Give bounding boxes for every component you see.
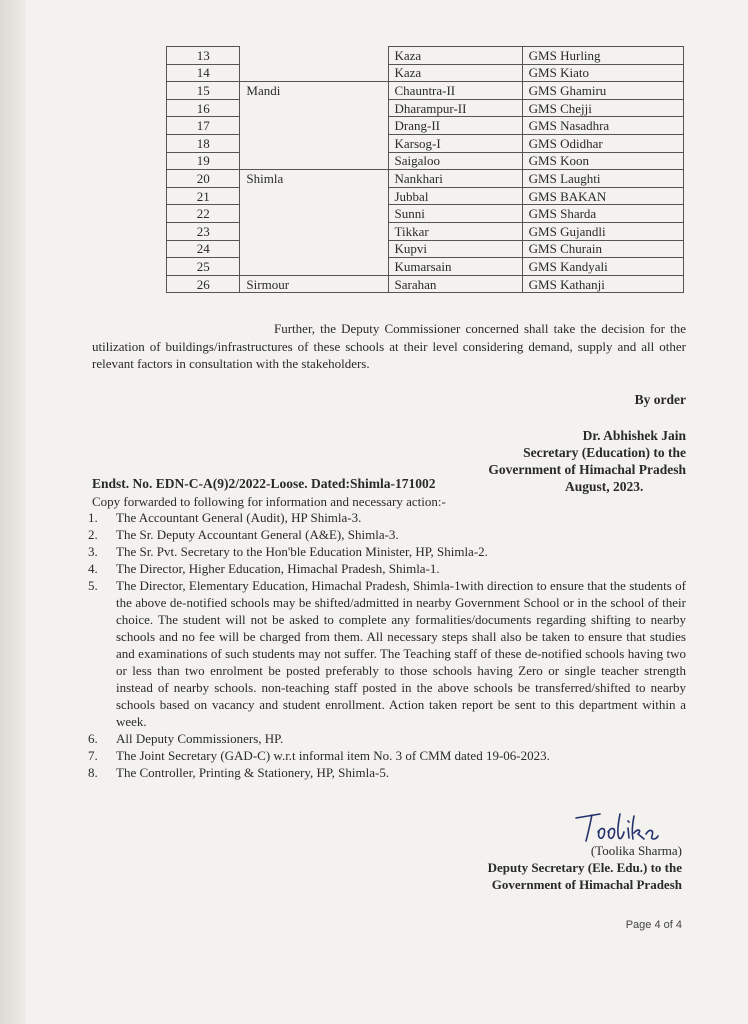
school-cell: GMS Chejji — [522, 99, 683, 117]
recipient-item — [88, 764, 686, 781]
district-cell — [240, 134, 388, 152]
table-row — [167, 134, 684, 152]
table-row — [167, 258, 684, 276]
serial-number-cell: 17 — [167, 117, 240, 135]
block-cell: Kaza — [388, 64, 522, 82]
school-cell: GMS Churain — [522, 240, 683, 258]
recipient-number: 3. — [88, 544, 98, 559]
recipient-text: The Director, Elementary Education, Himachal Pradesh, Shimla-1with direction to ensure that the students of the above de-notified schools may be shifted/admitted in nearby Government School or in the school of their choice. The student will not be asked to complete any formalities/documents regarding shifting to nearby schools and no fee will be charged from them. All necessary steps shall also be taken to ensure that studies and examinations of such students may not suffer. The Teaching staff of these de-notified schools having two or less than two enrolment be posted preferably to those schools having Zero or single teacher strength instead of nearby schools. non-teaching staff posted in the above schools be transferred/shifted to nearby schools based on vacancy and student enrollment. Action taken report be sent to this department within a week. — [116, 578, 686, 729]
serial-number-cell: 20 — [167, 170, 240, 188]
block-cell: Saigaloo — [388, 152, 522, 170]
recipient-item — [88, 730, 686, 747]
district-cell — [240, 64, 388, 82]
second-signatory-government: Government of Himachal Pradesh — [491, 877, 682, 892]
handwritten-signature — [572, 808, 662, 844]
recipient-number: 5. — [88, 578, 98, 593]
school-cell: GMS Kathanji — [522, 275, 683, 293]
table-row — [167, 82, 684, 100]
recipient-number: 8. — [88, 765, 98, 780]
further-paragraph — [92, 320, 686, 373]
district-cell — [240, 240, 388, 258]
school-cell: GMS BAKAN — [522, 187, 683, 205]
table-row — [167, 64, 684, 82]
endorsement-date: August, 2023. — [565, 479, 644, 494]
recipient-item — [88, 747, 686, 764]
school-cell: GMS Hurling — [522, 47, 683, 65]
serial-number-cell: 18 — [167, 134, 240, 152]
serial-number-cell: 14 — [167, 64, 240, 82]
district-cell — [240, 258, 388, 276]
recipient-text: The Director, Higher Education, Himachal Pradesh, Shimla-1. — [116, 561, 440, 576]
block-cell: Sunni — [388, 205, 522, 223]
district-cell — [240, 205, 388, 223]
district-cell — [240, 152, 388, 170]
table-row — [167, 187, 684, 205]
recipient-number: 2. — [88, 527, 98, 542]
recipient-text: The Sr. Pvt. Secretary to the Hon'ble Education Minister, HP, Shimla-2. — [116, 544, 488, 559]
second-signatory-designation: Deputy Secretary (Ele. Edu.) to the — [487, 860, 682, 875]
serial-number-cell: 16 — [167, 99, 240, 117]
recipient-item — [88, 560, 686, 577]
serial-number-cell: 22 — [167, 205, 240, 223]
school-cell: GMS Nasadhra — [522, 117, 683, 135]
school-cell: GMS Laughti — [522, 170, 683, 188]
table-row — [167, 117, 684, 135]
recipient-text: The Controller, Printing & Stationery, HP, Shimla-5. — [116, 765, 390, 780]
serial-number-cell: 15 — [167, 82, 240, 100]
table-row — [167, 205, 684, 223]
recipient-text: The Accountant General (Audit), HP Shimla-3. — [116, 510, 362, 525]
block-cell: Karsog-I — [388, 134, 522, 152]
school-cell: GMS Odidhar — [522, 134, 683, 152]
recipients-list — [88, 509, 686, 781]
serial-number-cell: 24 — [167, 240, 240, 258]
recipient-item — [88, 509, 686, 526]
page-number: Page 4 of 4 — [625, 919, 682, 931]
block-cell: Kaza — [388, 47, 522, 65]
recipient-number: 7. — [88, 748, 98, 763]
recipient-number: 4. — [88, 561, 98, 576]
block-cell: Nankhari — [388, 170, 522, 188]
table-row — [167, 47, 684, 65]
district-cell: Shimla — [240, 170, 388, 188]
serial-number-cell: 26 — [167, 275, 240, 293]
block-cell: Kupvi — [388, 240, 522, 258]
recipient-number: 1. — [88, 510, 98, 525]
signatory-name: Dr. Abhishek Jain — [582, 428, 686, 443]
block-cell: Kumarsain — [388, 258, 522, 276]
school-cell: GMS Gujandli — [522, 222, 683, 240]
school-cell: GMS Kandyali — [522, 258, 683, 276]
block-cell: Dharampur-II — [388, 99, 522, 117]
endorsement-number: Endst. No. EDN-C-A(9)2/2022-Loose. Dated:Shimla-171002 — [92, 476, 436, 491]
serial-number-cell: 25 — [167, 258, 240, 276]
signatory-designation: Secretary (Education) to the — [523, 445, 686, 460]
block-cell: Sarahan — [388, 275, 522, 293]
block-cell: Chauntra-II — [388, 82, 522, 100]
recipient-item — [88, 526, 686, 543]
table-row — [167, 152, 684, 170]
district-cell — [240, 187, 388, 205]
school-cell: GMS Ghamiru — [522, 82, 683, 100]
district-cell: Sirmour — [240, 275, 388, 293]
school-cell: GMS Sharda — [522, 205, 683, 223]
block-cell: Drang-II — [388, 117, 522, 135]
schools-table — [166, 46, 684, 293]
recipient-text: The Joint Secretary (GAD-C) w.r.t informal item No. 3 of CMM dated 19-06-2023. — [116, 748, 550, 763]
table-row — [167, 222, 684, 240]
schools-table-body — [167, 47, 684, 293]
serial-number-cell: 21 — [167, 187, 240, 205]
table-row — [167, 275, 684, 293]
serial-number-cell: 19 — [167, 152, 240, 170]
signatory-block — [488, 427, 686, 478]
table-row — [167, 170, 684, 188]
recipient-item — [88, 543, 686, 560]
recipient-text: All Deputy Commissioners, HP. — [116, 731, 284, 746]
district-cell — [240, 47, 388, 65]
district-cell — [240, 117, 388, 135]
further-paragraph-text: Further, the Deputy Commissioner concerned shall take the decision for the utilization of buildings/infrastructures of these schools at their level considering demand, supply and all other relevant factors in consultation with the stakeholders. — [92, 321, 686, 371]
page-left-edge — [0, 0, 26, 1024]
recipient-item — [88, 577, 686, 730]
block-cell: Tikkar — [388, 222, 522, 240]
by-order: By order — [634, 392, 686, 407]
school-cell: GMS Koon — [522, 152, 683, 170]
second-signatory-block — [488, 842, 682, 893]
district-cell: Mandi — [240, 82, 388, 100]
serial-number-cell: 13 — [167, 47, 240, 65]
recipient-number: 6. — [88, 731, 98, 746]
signatory-government: Government of Himachal Pradesh — [488, 462, 686, 477]
block-cell: Jubbal — [388, 187, 522, 205]
district-cell — [240, 99, 388, 117]
table-row — [167, 240, 684, 258]
copy-forwarded-line: Copy forwarded to following for information and necessary action:- — [92, 494, 446, 509]
serial-number-cell: 23 — [167, 222, 240, 240]
table-row — [167, 99, 684, 117]
school-cell: GMS Kiato — [522, 64, 683, 82]
second-signatory-name: (Toolika Sharma) — [590, 843, 682, 858]
district-cell — [240, 222, 388, 240]
recipient-text: The Sr. Deputy Accountant General (A&E), Shimla-3. — [116, 527, 399, 542]
